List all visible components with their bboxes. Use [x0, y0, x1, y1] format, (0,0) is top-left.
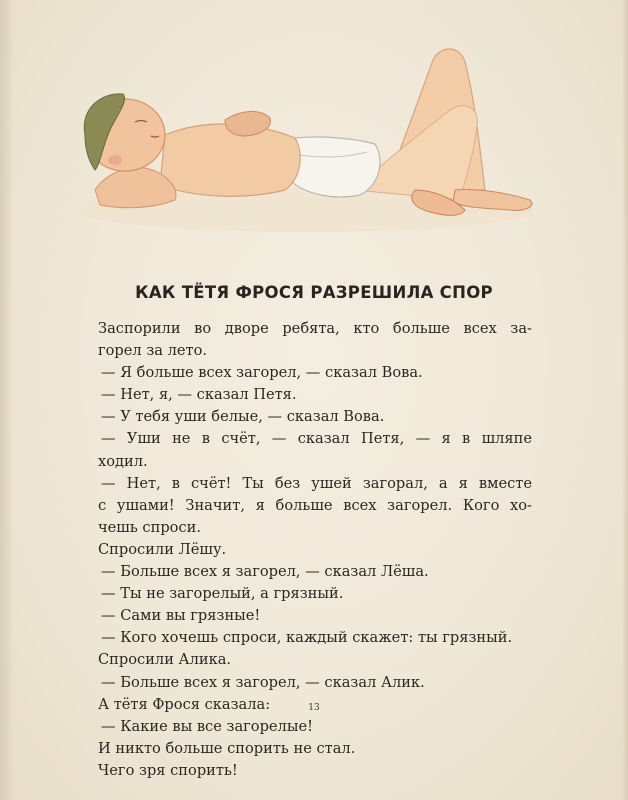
story-line: горел за лето.: [98, 342, 208, 360]
page-number: 13: [308, 703, 320, 713]
story-line: Заспорили во дворе ребята, кто больше всех за-: [98, 320, 532, 337]
story-line: — Больше всех я загорел, — сказал Лёша.: [101, 563, 429, 581]
story-line: — Я больше всех загорел, — сказал Вова.: [101, 364, 423, 382]
story-line: с ушами! Значит, я больше всех загорел. Кого хо-: [98, 496, 532, 514]
story-line: — Кого хочешь спроси, каждый скажет: ты грязный.: [101, 629, 513, 647]
story-line: — У тебя уши белые, — сказал Вова.: [101, 408, 385, 426]
page-shadow-left: [0, 0, 14, 800]
story-line: — Уши не в счёт, — сказал Петя, — я в шляпе: [101, 430, 532, 448]
story-line: — Сами вы грязные!: [101, 607, 261, 625]
story-line: А тётя Фрося сказала:: [98, 695, 271, 713]
story-line: — Нет, я, — сказал Петя.: [101, 386, 297, 404]
story-title: КАК ТЁТЯ ФРОСЯ РАЗРЕШИЛА СПОР: [135, 283, 493, 302]
story-line: чешь спроси.: [98, 518, 202, 536]
story-line: — Какие вы все загорелые!: [101, 717, 313, 735]
story-line: Чего зря спорить!: [98, 761, 238, 779]
story-line: — Больше всех я загорел, — сказал Алик.: [101, 673, 425, 691]
story-line: — Нет, в счёт! Ты без ушей загорал, а я вместе: [101, 474, 532, 492]
page-shadow-right: [622, 0, 628, 800]
story-line: ходил.: [98, 452, 148, 470]
story-line: Спросили Лёшу.: [98, 540, 227, 558]
boy-sunbathing-illustration: [55, 40, 555, 240]
story-line: Спросили Алика.: [98, 651, 232, 669]
story-line: — Ты не загорелый, а грязный.: [101, 585, 344, 603]
story-line: И никто больше спорить не стал.: [98, 739, 356, 757]
